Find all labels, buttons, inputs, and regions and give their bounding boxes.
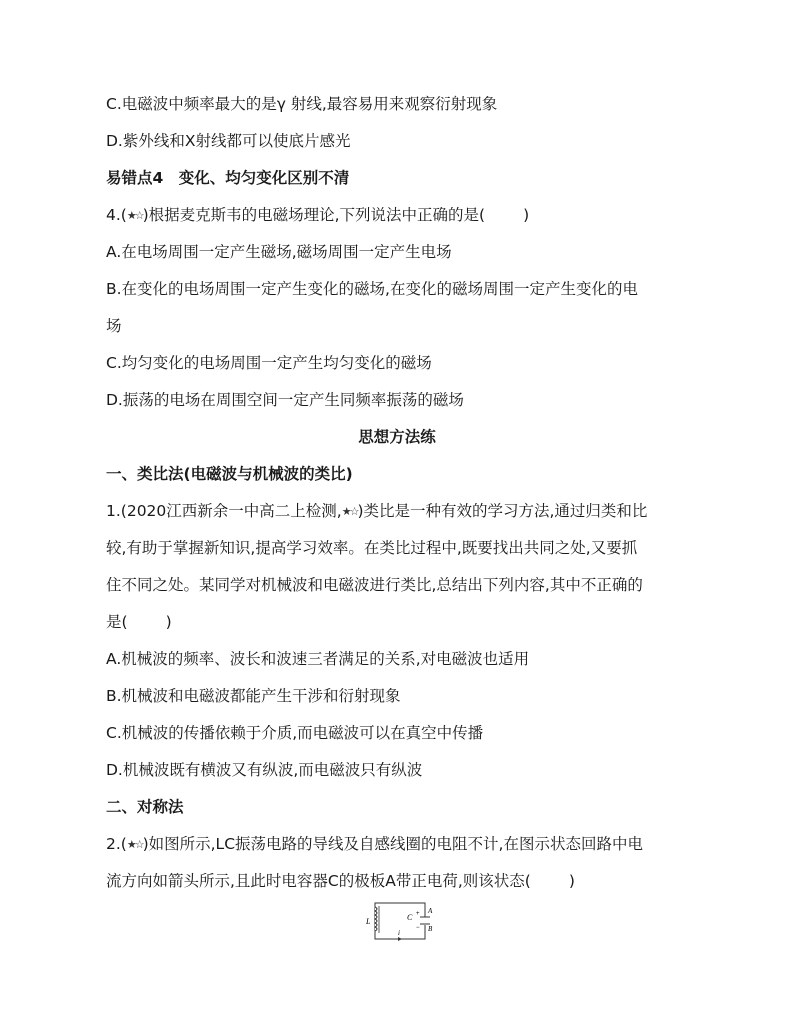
label-a: A — [428, 907, 433, 915]
q2-text: )如图所示,LC振荡电路的导线及自感线圈的电阻不计,在图示状态回路中电 — [142, 835, 643, 853]
method-heading-1: 一、类比法(电磁波与机械波的类比) — [106, 465, 353, 483]
option-c-prev: C.电磁波中频率最大的是γ 射线,最容易用来观察衍射现象 — [106, 95, 498, 113]
q4-number: 4.( — [106, 206, 127, 224]
label-b: B — [428, 925, 433, 933]
q1-text-line2: 较,有助于掌握新知识,提高学习效率。在类比过程中,既要找出共同之处,又要抓 — [106, 539, 638, 557]
difficulty-stars-icon: ★☆ — [341, 505, 358, 518]
label-i: i — [398, 929, 400, 937]
q2-text-line2 — [106, 870, 575, 892]
label-l: L — [366, 917, 371, 926]
q1-option-b: B.机械波和电磁波都能产生干涉和衍射现象 — [106, 687, 401, 705]
current-arrow-icon — [398, 937, 402, 941]
q1-option-a: A.机械波的频率、波长和波速三者满足的关系,对电磁波也适用 — [106, 650, 530, 668]
q4-option-b: B.在变化的电场周围一定产生变化的磁场,在变化的磁场周围一定产生变化的电 — [106, 280, 638, 298]
q4-option-d: D.振荡的电场在周围空间一定产生同频率振荡的磁场 — [106, 391, 464, 409]
q1-text-end: ) — [165, 613, 172, 631]
q1-option-d: D.机械波既有横波又有纵波,而电磁波只有纵波 — [106, 761, 423, 779]
plus-sign: + — [416, 911, 420, 917]
circuit-wire — [375, 903, 425, 939]
question-1-stem — [106, 500, 647, 523]
q2-text-end: ) — [568, 872, 575, 890]
q1-text-line3: 住不同之处。某同学对机械波和电磁波进行类比,总结出下列内容,其中不正确的 — [106, 576, 643, 594]
q1-text: )类比是一种有效的学习方法,通过归类和比 — [357, 502, 648, 520]
q4-text: )根据麦克斯韦的电磁场理论,下列说法中正确的是( — [142, 206, 486, 224]
q1-option-c: C.机械波的传播依赖于介质,而电磁波可以在真空中传播 — [106, 724, 484, 742]
question-4-stem — [106, 204, 529, 227]
difficulty-stars-icon: ★☆ — [126, 209, 143, 222]
minus-sign: − — [416, 925, 420, 931]
option-d-prev: D.紫外线和X射线都可以使底片感光 — [106, 132, 351, 150]
q1-number: 1.(2020江西新余一中高二上检测, — [106, 502, 342, 520]
q2-text-tail: 流方向如箭头所示,且此时电容器C的极板A带正电荷,则该状态( — [106, 872, 531, 890]
q4-option-c: C.均匀变化的电场周围一定产生均匀变化的磁场 — [106, 354, 432, 372]
q1-text-tail: 是( — [106, 613, 128, 631]
q2-number: 2.( — [106, 835, 127, 853]
method-heading-2: 二、对称法 — [106, 798, 184, 816]
error-point-heading: 易错点4 变化、均匀变化区别不清 — [106, 169, 350, 187]
q4-option-b-cont: 场 — [106, 317, 122, 335]
label-c: C — [407, 913, 413, 922]
q4-option-a: A.在电场周围一定产生磁场,磁场周围一定产生电场 — [106, 243, 452, 261]
section-title: 思想方法练 — [358, 428, 436, 446]
inductor-coil-icon — [375, 907, 377, 931]
q4-end: ) — [523, 206, 530, 224]
question-2-stem — [106, 833, 643, 856]
difficulty-stars-icon: ★☆ — [126, 838, 143, 851]
lc-circuit-diagram — [366, 898, 436, 944]
q1-text-line4 — [106, 611, 172, 633]
